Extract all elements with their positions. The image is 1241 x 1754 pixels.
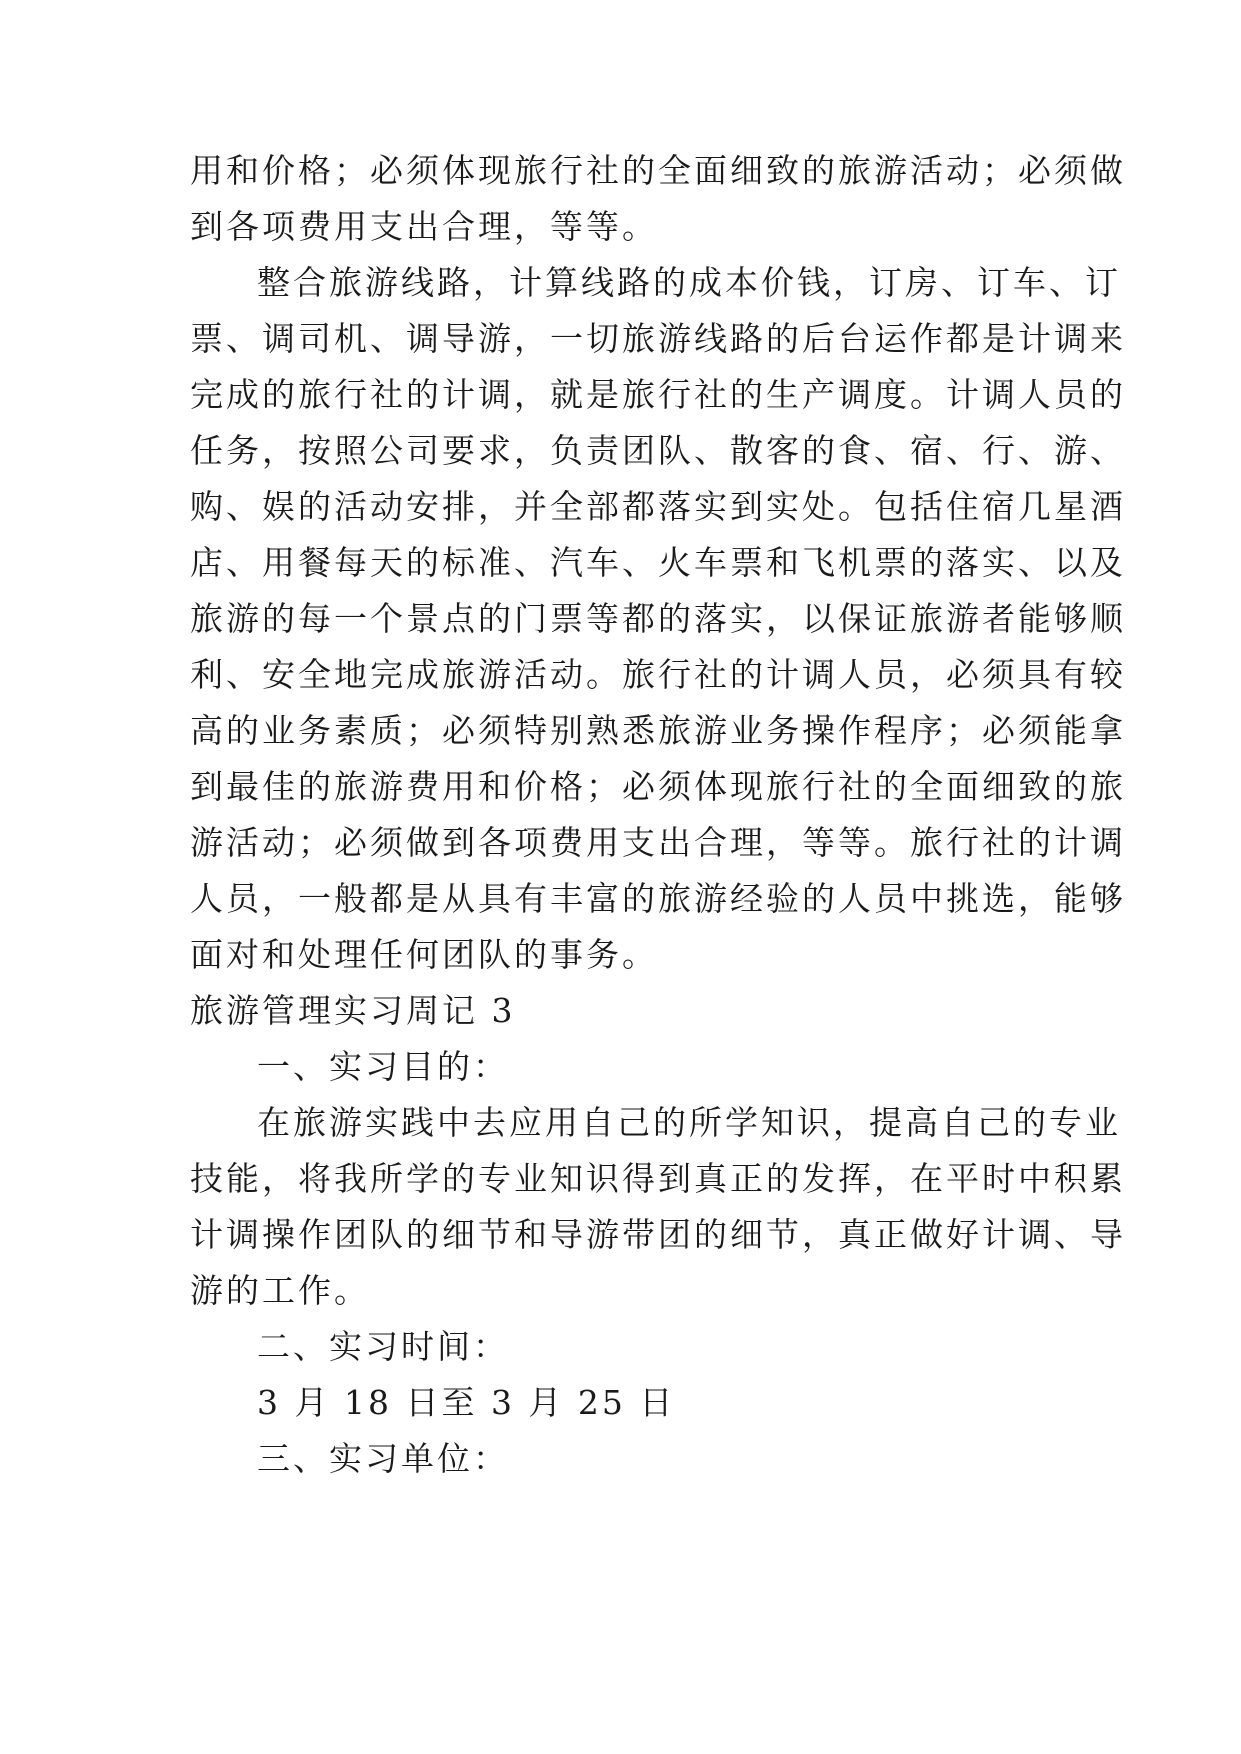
text-line: 游活动；必须做到各项费用支出合理，等等。旅行社的计调 (190, 823, 1126, 862)
text-line: 完成的旅行社的计调，就是旅行社的生产调度。计调人员的 (190, 375, 1126, 414)
text-line: 技能，将我所学的专业知识得到真正的发挥，在平时中积累 (190, 1159, 1126, 1198)
section-heading: 一、实习目的： (257, 1047, 509, 1086)
text-line: 人员，一般都是从具有丰富的旅游经验的人员中挑选，能够 (190, 879, 1126, 918)
text-line: 任务，按照公司要求，负责团队、散客的食、宿、行、游、 (190, 431, 1126, 470)
text-line: 到各项费用支出合理，等等。 (190, 207, 658, 246)
text-line: 计调操作团队的细节和导游带团的细节，真正做好计调、导 (190, 1215, 1126, 1254)
text-line: 旅游的每一个景点的门票等都的落实，以保证旅游者能够顺 (190, 599, 1126, 638)
paragraph-first-line: 整合旅游线路，计算线路的成本价钱，订房、订车、订 (257, 263, 1121, 302)
text-line: 店、用餐每天的标准、汽车、火车票和飞机票的落实、以及 (190, 543, 1126, 582)
date-range: 3 月 18 日至 3 月 25 日 (257, 1383, 676, 1422)
text-line: 到最佳的旅游费用和价格；必须体现旅行社的全面细致的旅 (190, 767, 1126, 806)
section-title: 旅游管理实习周记 3 (190, 991, 516, 1030)
paragraph-first-line: 在旅游实践中去应用自己的所学知识，提高自己的专业 (257, 1103, 1121, 1142)
text-line: 购、娱的活动安排，并全部都落实到实处。包括住宿几星酒 (190, 487, 1126, 526)
section-heading: 三、实习单位： (257, 1439, 509, 1478)
text-line: 高的业务素质；必须特别熟悉旅游业务操作程序；必须能拿 (190, 711, 1126, 750)
text-line: 票、调司机、调导游，一切旅游线路的后台运作都是计调来 (190, 319, 1126, 358)
text-line: 用和价格；必须体现旅行社的全面细致的旅游活动；必须做 (190, 151, 1126, 190)
text-line: 利、安全地完成旅游活动。旅行社的计调人员，必须具有较 (190, 655, 1126, 694)
section-heading: 二、实习时间： (257, 1327, 509, 1366)
text-line: 面对和处理任何团队的事务。 (190, 935, 658, 974)
text-line: 游的工作。 (190, 1271, 370, 1310)
